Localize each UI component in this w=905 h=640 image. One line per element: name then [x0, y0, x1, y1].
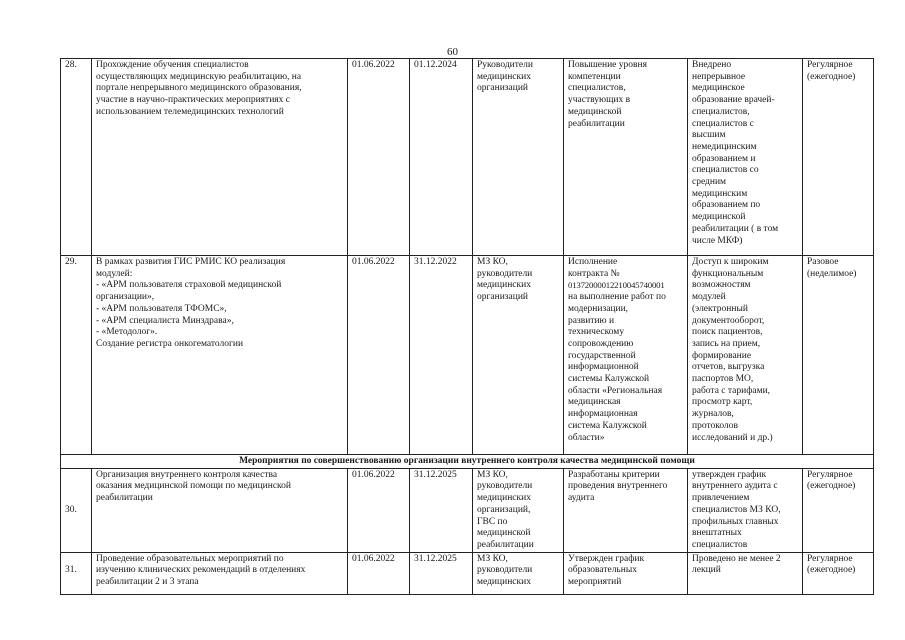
activity-line: осуществляющих медицинскую реабилитацию, на [96, 71, 302, 82]
activity-plan-table [60, 58, 874, 595]
activity-line: - «АРМ специалиста Минздрава», [96, 315, 234, 326]
result-line: области «Региональная [568, 385, 663, 396]
indicator-cell [688, 256, 803, 455]
result-line: реабилитации [568, 118, 625, 129]
activity-cell [92, 256, 348, 455]
type-line: (ежегодное) [807, 565, 856, 576]
activity-line: - «АРМ пользователя ТФОМС», [96, 303, 227, 314]
executor-cell [473, 468, 564, 552]
indicator-line: специалистов, [692, 106, 750, 117]
result-line: Повышение уровня [568, 60, 647, 70]
executor-line: медицинских [477, 493, 531, 504]
result-cell [564, 468, 688, 552]
activity-line: реабилитации [96, 493, 153, 504]
indicator-line: специалистов МЗ КО, [692, 504, 781, 515]
result-line: на выполнение работ по [568, 292, 666, 303]
activity-cell [92, 59, 348, 256]
activity-line: оказания медицинской помощи по медицинской [96, 481, 292, 492]
result-line: контракта № [568, 268, 620, 279]
section-row [61, 455, 874, 469]
indicator-line: журналов, [692, 409, 734, 420]
activity-line: В рамках развития ГИС РМИС КО реализация [96, 257, 286, 267]
indicator-line: медицинское [692, 83, 745, 94]
row-number: 28. [61, 59, 92, 256]
activity-line: изучению клинических рекомендаций в отделениях [96, 565, 306, 576]
indicator-line: привлечением [692, 493, 750, 504]
type-line: Регулярное [807, 553, 853, 564]
end-date: 31.12.2025 [410, 468, 473, 552]
indicator-line: запись на прием, [692, 338, 761, 349]
activity-line: использованием телемедицинских технологий [96, 106, 284, 117]
result-cell [564, 59, 688, 256]
row-number: 30. [61, 468, 92, 552]
result-line: модернизации, [568, 303, 629, 314]
activity-line: портале непрерывного медицинского образования, [96, 83, 302, 94]
activity-cell [92, 552, 348, 594]
type-line: (ежегодное) [807, 481, 856, 492]
indicator-line: работа с тарифами, [692, 385, 771, 396]
indicator-line: поиск пациентов, [692, 327, 763, 338]
indicator-line: внештатных [692, 528, 742, 539]
indicator-line: средним [692, 177, 727, 188]
indicator-line: специалистов со [692, 165, 759, 176]
result-line: техническому [568, 327, 625, 338]
result-line: проведения внутреннего [568, 481, 668, 492]
result-line: система Калужской [568, 420, 647, 431]
indicator-line: Внедрено [692, 60, 732, 70]
result-line: сопровождению [568, 338, 634, 349]
indicator-line: внутреннего аудита с [692, 481, 778, 492]
start-date: 01.06.2022 [348, 256, 410, 455]
indicator-line: функциональным [692, 268, 764, 279]
result-line: специалистов, [568, 83, 626, 94]
activity-line: реабилитации 2 и 3 этапа [96, 577, 199, 588]
indicator-line: Проведено не менее 2 [692, 553, 781, 564]
activity-line: Проведение образовательных мероприятий по [96, 553, 284, 564]
result-line: аудита [568, 493, 595, 504]
type-line: (неделимое) [807, 268, 857, 279]
executor-line: руководители [477, 268, 533, 279]
indicator-line: паспортов МО, [692, 374, 754, 385]
executor-cell [473, 256, 564, 455]
executor-cell [473, 552, 564, 594]
page-number: 60 [447, 46, 458, 58]
type-cell [803, 59, 874, 256]
indicator-line: образование врачей- [692, 95, 775, 106]
result-line: Утвержден график [568, 553, 645, 564]
executor-line: организаций [477, 83, 529, 94]
row-number: 29. [61, 256, 92, 455]
indicator-line: формирование [692, 350, 752, 361]
type-line: Регулярное [807, 469, 853, 480]
indicator-line: медицинской [692, 212, 746, 223]
result-line: области» [568, 432, 605, 443]
type-cell [803, 552, 874, 594]
executor-line: ГВС по [477, 516, 508, 527]
executor-line: МЗ КО, [477, 257, 508, 267]
result-line: информационной [568, 362, 639, 373]
executor-line: МЗ КО, [477, 469, 508, 480]
result-line: мероприятий [568, 577, 622, 588]
result-line: образовательных [568, 565, 637, 576]
activity-line: Организация внутреннего контроля качества [96, 469, 278, 480]
activity-line: Прохождение обучения специалистов [96, 60, 249, 70]
type-cell [803, 256, 874, 455]
executor-line: организаций [477, 292, 529, 303]
start-date: 01.06.2022 [348, 552, 410, 594]
indicator-line: возможностям [692, 280, 751, 291]
indicator-line: протоколов [692, 420, 738, 431]
executor-line: медицинских [477, 577, 531, 588]
activity-line: модулей: [96, 268, 133, 279]
result-line: компетенции [568, 71, 621, 82]
indicator-line: модулей [692, 292, 726, 303]
result-line: медицинской [568, 106, 622, 117]
result-cell [564, 256, 688, 455]
end-date: 01.12.2024 [410, 59, 473, 256]
executor-line: организаций, [477, 504, 531, 515]
result-line: информационная [568, 409, 638, 420]
indicator-line: непрерывное [692, 71, 746, 82]
indicator-line: Доступ к широким [692, 257, 769, 267]
type-line: (ежегодное) [807, 71, 856, 82]
indicator-cell [688, 468, 803, 552]
executor-line: руководители [477, 565, 533, 576]
table-row [61, 552, 874, 594]
executor-cell [473, 59, 564, 256]
result-line: медицинская [568, 397, 621, 408]
indicator-line: (электронный [692, 303, 748, 314]
indicator-line: документооборот, [692, 315, 765, 326]
activity-cell [92, 468, 348, 552]
type-line: Разовое [807, 257, 839, 267]
indicator-cell [688, 59, 803, 256]
activity-line: участие в научно-практических мероприятиях с [96, 95, 291, 106]
indicator-line: реабилитации ( в том [692, 223, 779, 234]
executor-line: Руководители [477, 60, 533, 70]
indicator-line: профильных главных [692, 516, 779, 527]
table-row [61, 468, 874, 552]
result-line: государственной [568, 350, 636, 361]
result-line: системы Калужской [568, 374, 650, 385]
indicator-cell [688, 552, 803, 594]
activity-line: организации», [96, 292, 155, 303]
activity-line: - «АРМ пользователя страховой медицинской [96, 280, 282, 291]
end-date: 31.12.2025 [410, 552, 473, 594]
executor-line: руководители [477, 481, 533, 492]
result-cell [564, 552, 688, 594]
table-row [61, 256, 874, 455]
type-cell [803, 468, 874, 552]
executor-line: медицинских [477, 280, 531, 291]
indicator-line: высшим [692, 130, 726, 141]
start-date: 01.06.2022 [348, 59, 410, 256]
indicator-line: образованием по [692, 200, 761, 211]
activity-line: - «Методолог». [96, 327, 158, 338]
indicator-line: специалистов [692, 539, 748, 550]
row-number: 31. [61, 552, 92, 594]
indicator-line: просмотр карт, [692, 397, 753, 408]
section-heading: Мероприятия по совершенствованию организации внутреннего контроля качества медицинской помощи [61, 455, 874, 469]
indicator-line: числе МКФ) [692, 235, 743, 246]
indicator-line: лекций [692, 565, 721, 576]
start-date: 01.06.2022 [348, 468, 410, 552]
executor-line: медицинских [477, 71, 531, 82]
executor-line: медицинской [477, 528, 531, 539]
result-line: Исполнение [568, 257, 618, 267]
indicator-line: специалистов с [692, 118, 754, 129]
type-line: Регулярное [807, 60, 853, 70]
executor-line: МЗ КО, [477, 553, 508, 564]
executor-line: реабилитации [477, 539, 534, 550]
result-line: Разработаны критерии [568, 469, 660, 480]
activity-line: Создание регистра онкогематологии [96, 338, 244, 349]
indicator-line: немедицинским [692, 141, 757, 152]
end-date: 31.12.2022 [410, 256, 473, 455]
indicator-line: исследований и др.) [692, 432, 773, 443]
table-row [61, 59, 874, 256]
result-line: 0137200001221004574000​1 [568, 280, 665, 291]
result-line: участвующих в [568, 95, 631, 106]
indicator-line: образованием и [692, 153, 756, 164]
indicator-line: медицинским [692, 188, 748, 199]
result-line: развитию и [568, 315, 615, 326]
indicator-line: утвержден график [692, 469, 767, 480]
indicator-line: отчетов, выгрузка [692, 362, 765, 373]
